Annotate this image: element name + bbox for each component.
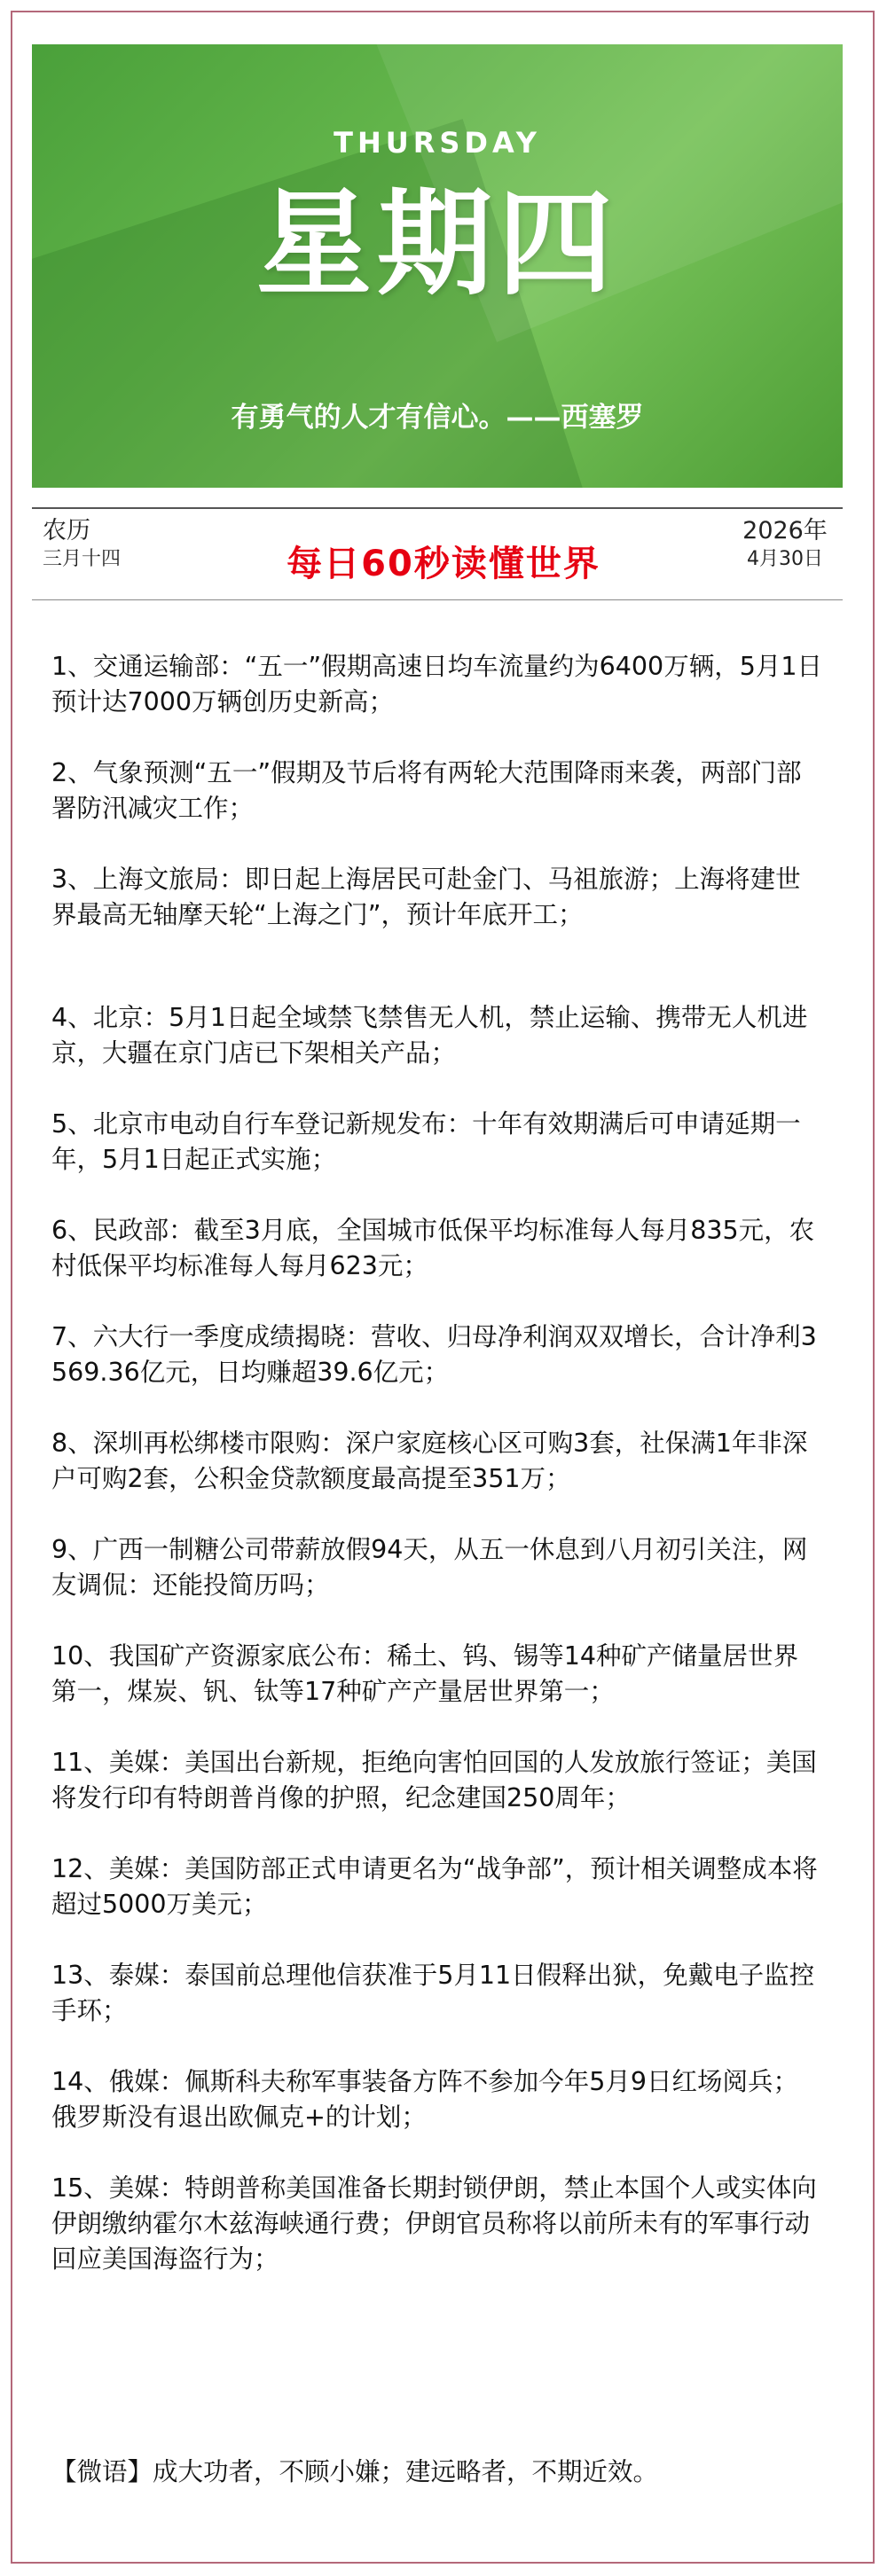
news-item-9: 9、广西一制糖公司带薪放假94天，从五一休息到八月初引关注，网友调侃：还能投简历吗； [51, 1535, 808, 1600]
lunar-date: 三月十四 [43, 548, 122, 570]
lunar-date-block [43, 516, 121, 573]
news-item-3: 3、上海文旅局：即日起上海居民可赴金门、马祖旅游；上海将建世界最高无轴摩天轮“上海之门”，预计年底开工； [51, 865, 801, 929]
weekday-banner [32, 44, 843, 488]
header-top-divider [32, 507, 843, 509]
banner-quote: 有勇气的人才有信心。——西塞罗 [231, 402, 644, 434]
news-item-11: 11、美媒：美国出台新规，拒绝向害怕回国的人发放旅行签证；美国将发行印有特朗普肖像的护照，纪念建国250周年； [51, 1748, 817, 1813]
page-title: 每日60秒读懂世界 [287, 544, 600, 584]
news-item-2: 2、气象预测“五一”假期及节后将有两轮大范围降雨来袭，两部门部署防汛减灾工作； [51, 758, 802, 823]
news-item-12: 12、美媒：美国防部正式申请更名为“战争部”，预计相关调整成本将超过5000万美元； [51, 1854, 818, 1919]
news-item-15: 15、美媒：特朗普称美国准备长期封锁伊朗，禁止本国个人或实体向伊朗缴纳霍尔木兹海峡通行费；伊朗官员称将以前所未有的军事行动回应美国海盗行为； [51, 2173, 817, 2274]
news-item-1: 1、交通运输部：“五一”假期高速日均车流量约为6400万辆，5月1日预计达7000万辆创历史新高； [51, 652, 822, 716]
daily-saying: 【微语】成大功者，不顾小嫌；建远略者，不期近效。 [51, 2457, 659, 2486]
news-item-5: 5、北京市电动自行车登记新规发布：十年有效期满后可申请延期一年，5月1日起正式实施； [51, 1109, 801, 1174]
year-label: 2026年 [742, 517, 828, 544]
gregorian-date-block [727, 516, 843, 573]
news-item-14: 14、俄媒：佩斯科夫称军事装备方阵不参加今年5月9日红场阅兵；俄罗斯没有退出欧佩克+的计划； [51, 2067, 799, 2132]
month-day-label: 4月30日 [747, 548, 823, 570]
news-item-7: 7、六大行一季度成绩揭晓：营收、归母净利润双双增长，合计净利3569.36亿元，日均赚超39.6亿元； [51, 1322, 817, 1387]
news-item-6: 6、民政部：截至3月底，全国城市低保平均标准每人每月835元，农村低保平均标准每人每月623元； [51, 1216, 815, 1280]
lunar-label: 农历 [43, 517, 90, 544]
news-item-10: 10、我国矿产资源家底公布：稀土、钨、锡等14种矿产储量居世界第一，煤炭、钒、钛等17种矿产产量居世界第一； [51, 1641, 799, 1706]
header-bottom-divider [32, 599, 843, 600]
weekday-english: THURSDAY [334, 126, 541, 160]
news-item-8: 8、深圳再松绑楼市限购：深户家庭核心区可购3套，社保满1年非深户可购2套，公积金贷款额度最高提至351万； [51, 1429, 808, 1493]
news-item-4: 4、北京：5月1日起全域禁飞禁售无人机，禁止运输、携带无人机进京，大疆在京门店已下架相关产品； [51, 1003, 808, 1068]
news-list [51, 649, 823, 2313]
weekday-chinese: 星期四 [255, 176, 618, 311]
news-item-13: 13、泰媒：泰国前总理他信获准于5月11日假释出狱，免戴电子监控手环； [51, 1961, 815, 2025]
